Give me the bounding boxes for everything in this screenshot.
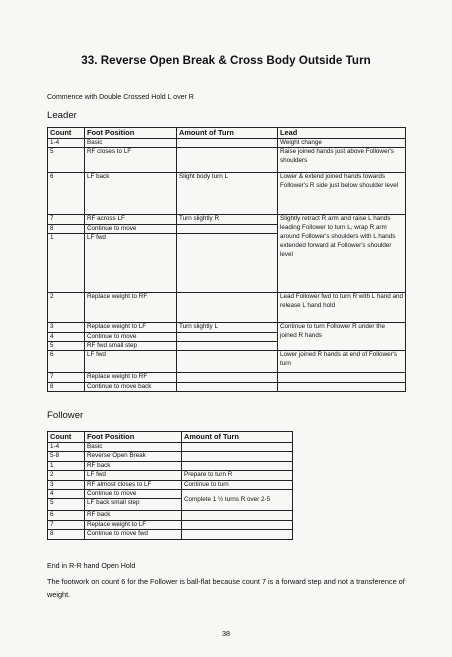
follower-heading: Follower (47, 410, 84, 421)
lead-cell: Slightly retract R arm and raise L hands leading Follower to turn L, wrap R arm around Follower's shoulders with L hands extended forward at Follower's shoulder level (278, 215, 406, 293)
count-cell: 1 (48, 234, 85, 293)
leader-table (47, 127, 406, 392)
count-cell: 4 (48, 490, 85, 499)
count-cell: 4 (48, 332, 85, 341)
turn-cell (177, 373, 278, 382)
page-number: 38 (222, 629, 230, 638)
follower-table (47, 431, 293, 540)
turn-cell (182, 452, 293, 461)
turn-cell: Continue to turn (182, 480, 293, 489)
count-cell: 8 (48, 382, 85, 391)
table-row (48, 382, 406, 391)
foot-cell: RF back (85, 461, 182, 470)
count-cell: 6 (48, 173, 85, 215)
count-cell: 1 (48, 461, 85, 470)
ending-hold-text: End in R-R hand Open Hold (47, 562, 136, 570)
foot-cell: Replace weight to LF (85, 323, 177, 332)
turn-cell (182, 520, 293, 529)
count-cell: 5 (48, 342, 85, 351)
count-cell: 2 (48, 471, 85, 480)
lead-cell: Lead Follower fwd to turn R with L hand and release L hand hold (278, 293, 406, 323)
turn-cell: Turn slightly L (177, 323, 278, 332)
count-cell: 8 (48, 530, 85, 539)
col-amount-of-turn: Amount of Turn (182, 432, 293, 443)
lead-cell: Lower & extend joined hands towards Follower's R side just below shoulder level (278, 173, 406, 215)
foot-cell: Replace weight to RF (85, 293, 177, 323)
count-cell: 2 (48, 293, 85, 323)
count-cell: 1-4 (48, 138, 85, 148)
count-cell: 6 (48, 351, 85, 373)
count-cell: 8 (48, 224, 85, 233)
lead-cell: Lower joined R hands at end of Follower's turn (278, 351, 406, 373)
foot-cell: Basic (85, 138, 177, 148)
count-cell: 6 (48, 511, 85, 520)
count-cell: 7 (48, 373, 85, 382)
count-cell: 3 (48, 480, 85, 489)
footwork-note: The footwork on count 6 for the Follower is ball-flat because count 7 is a forward step and not a transference of weight. (47, 577, 405, 599)
col-lead: Lead (278, 128, 406, 139)
table-row (48, 511, 293, 520)
table-row (48, 323, 406, 332)
table-row (48, 452, 293, 461)
lead-cell (278, 382, 406, 391)
turn-cell (177, 148, 278, 173)
count-cell: 3 (48, 323, 85, 332)
turn-cell (177, 234, 278, 293)
turn-cell (177, 293, 278, 323)
foot-cell: Continue to move (85, 490, 182, 499)
follower-header-row (48, 432, 293, 443)
table-row (48, 215, 406, 224)
foot-cell: Continue to move (85, 224, 177, 233)
table-row (48, 373, 406, 382)
lead-cell (278, 373, 406, 382)
foot-cell: LF back small step (85, 499, 182, 511)
lead-cell: Raise joined hands just above Follower's shoulders (278, 148, 406, 173)
foot-cell: RF fwd small step (85, 342, 177, 351)
table-row (48, 443, 293, 452)
foot-cell: Continue to move (85, 332, 177, 341)
turn-cell: Prepare to turn R (182, 471, 293, 480)
count-cell: 5 (48, 499, 85, 511)
table-row (48, 293, 406, 323)
table-row (48, 490, 293, 499)
table-row (48, 461, 293, 470)
col-foot-position: Foot Position (85, 432, 182, 443)
foot-cell: Continue to move back (85, 382, 177, 391)
table-row (48, 530, 293, 539)
foot-cell: LF fwd (85, 471, 182, 480)
foot-cell: RF back (85, 511, 182, 520)
table-row (48, 138, 406, 148)
foot-cell: RF closes to LF (85, 148, 177, 173)
turn-cell: Turn slightly R (177, 215, 278, 224)
count-cell: 5-8 (48, 452, 85, 461)
foot-cell: LF fwd (85, 234, 177, 293)
page-title: 33. Reverse Open Break & Cross Body Outside Turn (81, 54, 371, 67)
table-row (48, 148, 406, 173)
count-cell: 1-4 (48, 443, 85, 452)
foot-cell: LF fwd (85, 351, 177, 373)
count-cell: 7 (48, 215, 85, 224)
leader-heading: Leader (47, 110, 77, 121)
table-row (48, 351, 406, 373)
turn-cell (177, 332, 278, 341)
col-count: Count (48, 128, 85, 139)
table-row (48, 471, 293, 480)
foot-cell: Basic (85, 443, 182, 452)
col-count: Count (48, 432, 85, 443)
turn-cell (177, 351, 278, 373)
turn-cell (177, 382, 278, 391)
count-cell: 7 (48, 520, 85, 529)
col-amount-of-turn: Amount of Turn (177, 128, 278, 139)
turn-cell (182, 530, 293, 539)
table-row (48, 173, 406, 215)
foot-cell: RF across LF (85, 215, 177, 224)
turn-cell (177, 224, 278, 233)
count-cell: 5 (48, 148, 85, 173)
foot-cell: Continue to move fwd (85, 530, 182, 539)
table-row (48, 480, 293, 489)
turn-cell: Complete 1 ½ turns R over 2-5 (182, 490, 293, 511)
leader-header-row (48, 128, 406, 139)
foot-cell: LF back (85, 173, 177, 215)
turn-cell: Slight body turn L (177, 173, 278, 215)
foot-cell: Replace weight to RF (85, 373, 177, 382)
lead-cell: Continue to turn Follower R under the joined R hands (278, 323, 406, 351)
foot-cell: RF almost closes to LF (85, 480, 182, 489)
turn-cell (182, 443, 293, 452)
turn-cell (182, 461, 293, 470)
lead-cell: Weight change (278, 138, 406, 148)
intro-text: Commence with Double Crossed Hold L over R (47, 94, 194, 101)
foot-cell: Replace weight to LF (85, 520, 182, 529)
turn-cell (177, 138, 278, 148)
foot-cell: Reverse Open Break (85, 452, 182, 461)
turn-cell (177, 342, 278, 351)
col-foot-position: Foot Position (85, 128, 177, 139)
table-row (48, 520, 293, 529)
turn-cell (182, 511, 293, 520)
